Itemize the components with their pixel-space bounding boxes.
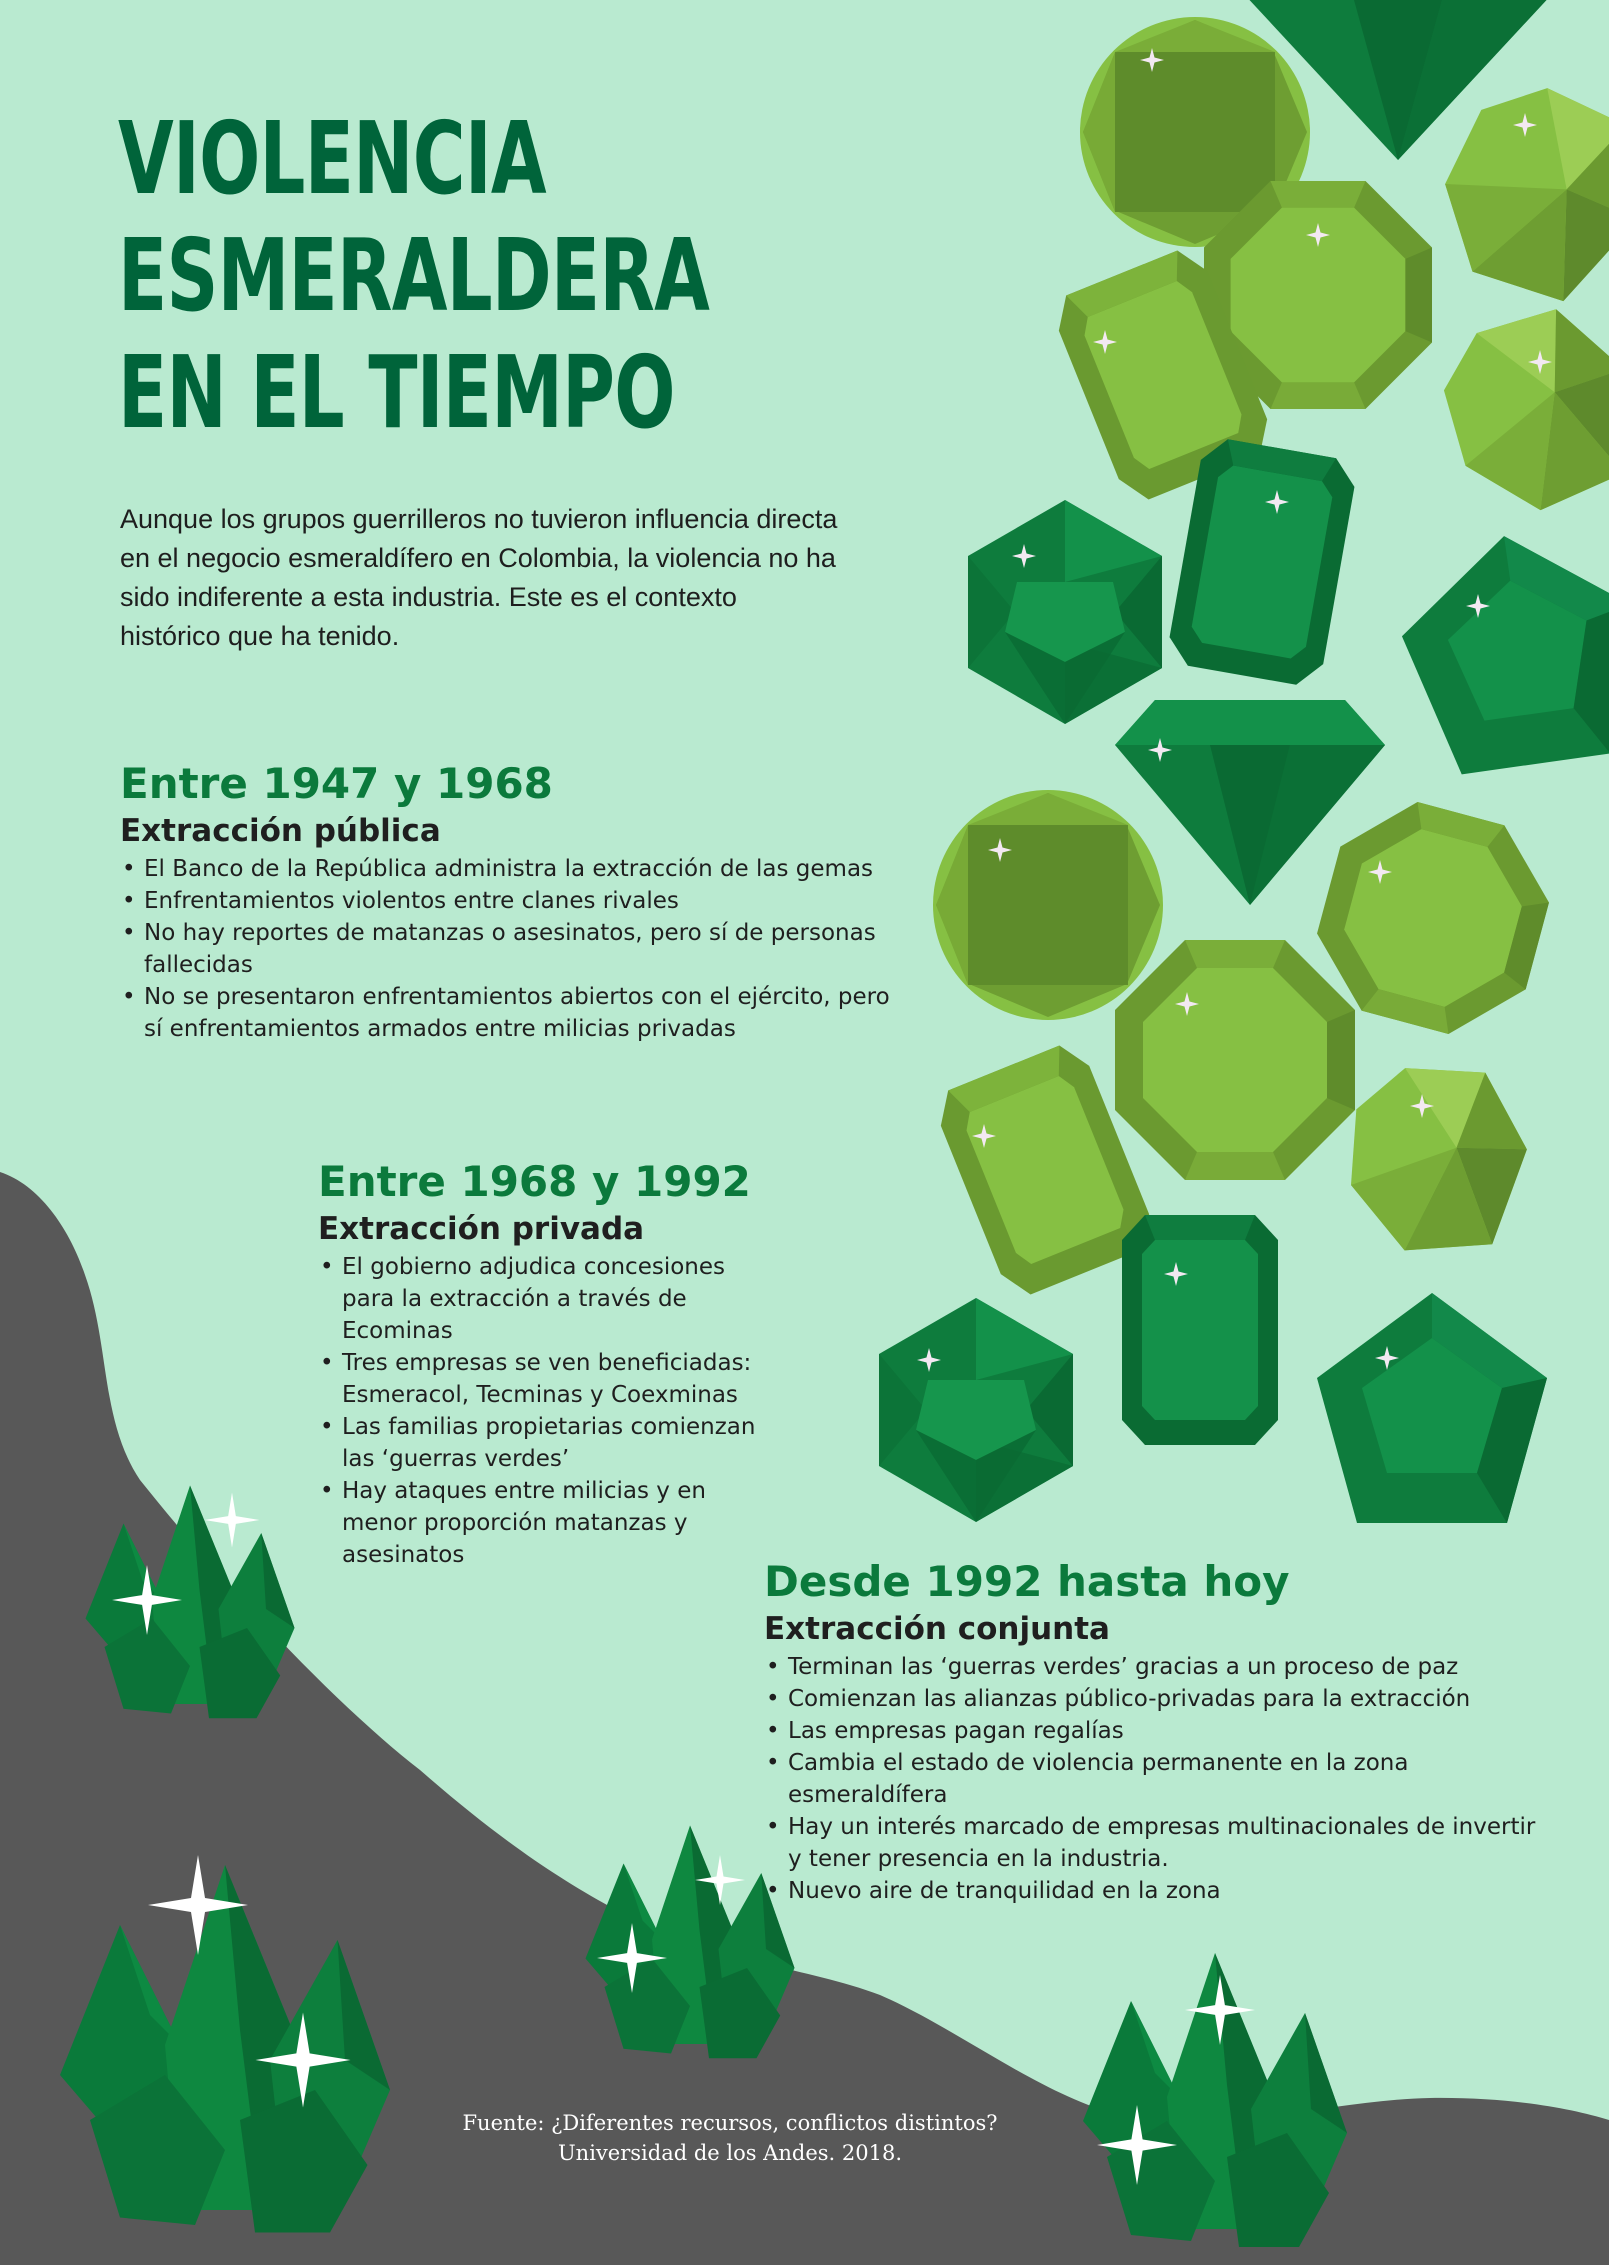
section-list xyxy=(120,853,910,1045)
list-item: • Tres empresas se ven beneficiadas: Esmeracol, Tecminas y Coexminas xyxy=(318,1347,758,1411)
list-item: • Hay ataques entre milicias y en menor proporción matanzas y asesinatos xyxy=(318,1475,758,1571)
page-title xyxy=(118,100,709,451)
list-item: • Las familias propietarias comienzan las ‘guerras verdes’ xyxy=(318,1411,758,1475)
intro-paragraph: Aunque los grupos guerrilleros no tuvieron influencia directa en el negocio esmeraldífero en Colombia, la violencia no ha sido indiferente a esta industria. Este es el contexto histórico que ha tenido. xyxy=(120,504,838,651)
list-item: • Enfrentamientos violentos entre clanes rivales xyxy=(120,885,910,917)
list-item: • El gobierno adjudica concesiones para la extracción a través de Ecominas xyxy=(318,1251,758,1347)
list-item: • Nuevo aire de tranquilidad en la zona xyxy=(764,1875,1554,1907)
list-item: • Hay un interés marcado de empresas multinacionales de invertir y tener presencia en la industria. xyxy=(764,1811,1554,1875)
timeline-section-1968-1992 xyxy=(318,1155,758,1571)
section-subtitle: Extracción privada xyxy=(318,1211,645,1247)
list-item: • Comienzan las alianzas público-privadas para la extracción xyxy=(764,1683,1554,1715)
source-line-1: Fuente: ¿Diferentes recursos, conflictos distintos? xyxy=(462,2111,998,2135)
title-line-3: EN EL TIEMPO xyxy=(118,334,675,451)
source-credit xyxy=(420,2108,1040,2168)
section-period: Entre 1968 y 1992 xyxy=(318,1157,751,1206)
source-line-2: Universidad de los Andes. 2018. xyxy=(557,2141,902,2165)
section-period: Entre 1947 y 1968 xyxy=(120,759,553,808)
section-list xyxy=(318,1251,758,1571)
title-line-1: VIOLENCIA xyxy=(118,100,546,217)
timeline-section-1992-today xyxy=(764,1555,1554,1907)
list-item: • No se presentaron enfrentamientos abiertos con el ejército, pero sí enfrentamientos armados entre milicias privadas xyxy=(120,981,910,1045)
list-item: • El Banco de la República administra la extracción de las gemas xyxy=(120,853,910,885)
section-subtitle: Extracción pública xyxy=(120,813,441,849)
list-item: • No hay reportes de matanzas o asesinatos, pero sí de personas fallecidas xyxy=(120,917,910,981)
list-item: • Cambia el estado de violencia permanente en la zona esmeraldífera xyxy=(764,1747,1554,1811)
list-item: • Las empresas pagan regalías xyxy=(764,1715,1554,1747)
title-line-2: ESMERALDERA xyxy=(118,217,710,334)
section-subtitle: Extracción conjunta xyxy=(764,1611,1110,1647)
section-period: Desde 1992 hasta hoy xyxy=(764,1557,1290,1606)
list-item: • Terminan las ‘guerras verdes’ gracias a un proceso de paz xyxy=(764,1651,1554,1683)
section-list xyxy=(764,1651,1554,1907)
timeline-section-1947-1968 xyxy=(120,757,910,1045)
